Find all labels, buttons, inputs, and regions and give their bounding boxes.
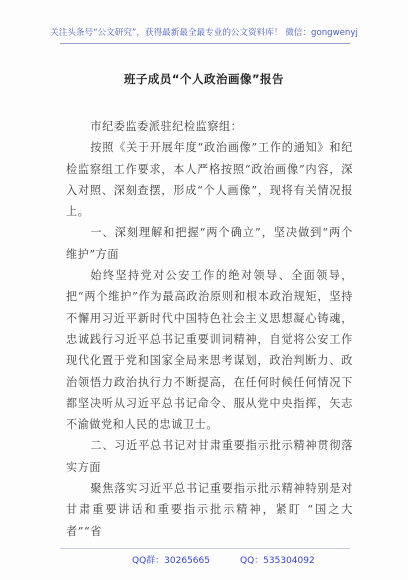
- paragraph-section-1: 始终坚持党对公安工作的绝对领导、全面领导，把“两个维护”作为最高政治原则和根本政治规矩，坚持不懈用习近平新时代中国特色社会主义思想凝心铸魂，忠诚践行习近平总书记重要训词精神，自觉将公安工作现代化置于党和国家全局来思考谋划，政治判断力、政治领悟力政治执行力不断提高，在任何时候任何情况下都坚决听从习近平总书记命令、服从党中央指挥，矢志不渝做党和人民的忠诚卫士。: [66, 269, 353, 432]
- document-title: 班子成员“个人政治画像”报告: [123, 72, 285, 86]
- qq-number-text: QQ：535304092: [240, 556, 315, 566]
- promo-banner: 关注头条号“公文研究”，获得最新最全最专业的公文资料库！ 微信：gongwenyj: [50, 28, 358, 38]
- paragraph-section-2: 聚焦落实习近平总书记重要指示批示精神特别是对甘肃重要讲话和重要指示批示精神，紧盯 “国之大者”“省: [66, 482, 353, 538]
- section-heading-1: 一、深刻理解和把握“两个确立”，坚决做到“两个维护”方面: [66, 226, 353, 261]
- paragraph-intro: 按照《关于开展年度“政治画像”工作的通知》和纪检监察组工作要求，本人严格按照“政治画像”内容，深入对照、深刻查摆，形成“个人画像”，现将有关情况报上。: [66, 141, 353, 219]
- header-divider: [60, 43, 350, 44]
- qq-group-text: QQ群：30265665: [132, 556, 210, 566]
- document-body: [66, 116, 353, 538]
- salutation: 市纪委监委派驻纪检监察组：: [90, 120, 243, 133]
- section-heading-2: 二、习近平总书记对甘肃重要指示批示精神贯彻落实方面: [66, 439, 353, 474]
- footer-contact: [0, 553, 408, 571]
- footer-divider: [60, 548, 350, 549]
